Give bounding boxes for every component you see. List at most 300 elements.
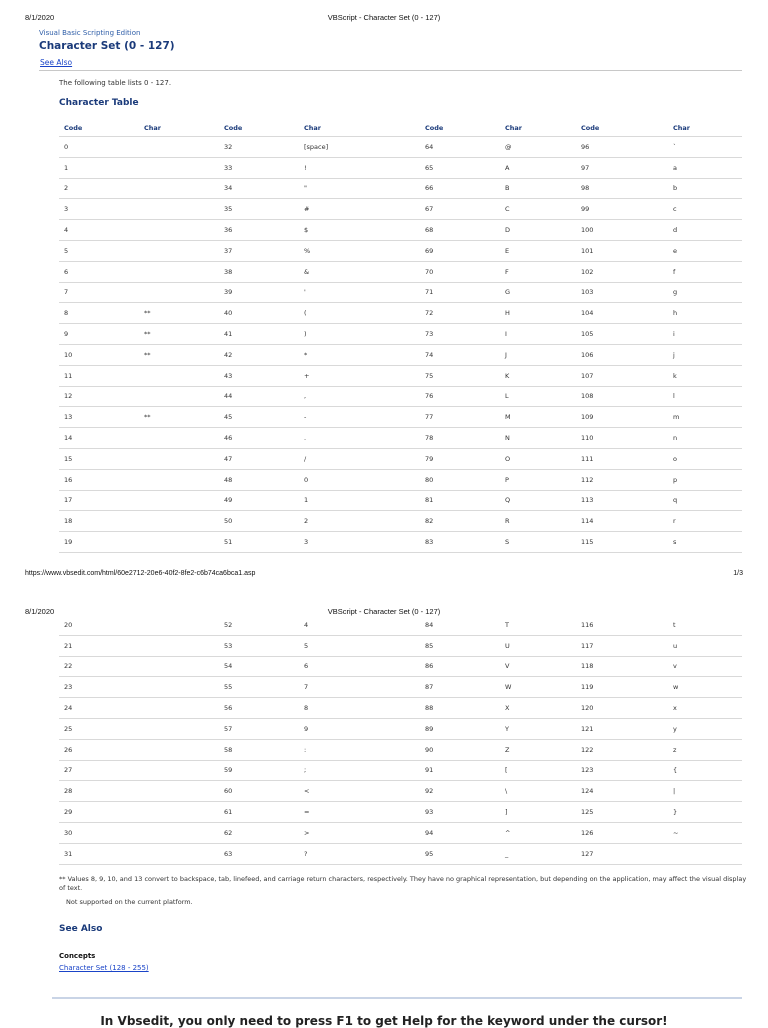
- char-cell: [139, 365, 219, 386]
- char-cell: ": [299, 178, 420, 199]
- table-heading: Character Table: [59, 98, 139, 108]
- table-row: [59, 137, 742, 158]
- char-cell: J: [500, 344, 576, 365]
- code-cell: 33: [219, 157, 299, 178]
- char-cell: %: [299, 240, 420, 261]
- char-cell: s: [668, 532, 742, 553]
- table-row: [59, 240, 742, 261]
- table-row: [59, 656, 742, 677]
- code-cell: 78: [420, 428, 500, 449]
- code-cell: 16: [59, 469, 139, 490]
- code-cell: 103: [576, 282, 668, 303]
- code-cell: 53: [219, 635, 299, 656]
- code-cell: 51: [219, 532, 299, 553]
- table-row: [59, 469, 742, 490]
- char-cell: P: [500, 469, 576, 490]
- char-cell: (: [299, 303, 420, 324]
- char-cell: b: [668, 178, 742, 199]
- code-cell: 113: [576, 490, 668, 511]
- code-cell: 30: [59, 822, 139, 843]
- char-cell: E: [500, 240, 576, 261]
- code-cell: 65: [420, 157, 500, 178]
- code-cell: 36: [219, 220, 299, 241]
- char-cell: y: [668, 718, 742, 739]
- char-cell: [139, 822, 219, 843]
- char-cell: f: [668, 261, 742, 282]
- char-cell: 4: [299, 615, 420, 635]
- code-cell: 26: [59, 739, 139, 760]
- char-cell: H: [500, 303, 576, 324]
- code-cell: 23: [59, 677, 139, 698]
- char-cell: M: [500, 407, 576, 428]
- code-cell: 95: [420, 843, 500, 864]
- char-cell: z: [668, 739, 742, 760]
- code-cell: 46: [219, 428, 299, 449]
- char-cell: Z: [500, 739, 576, 760]
- char-cell: i: [668, 324, 742, 345]
- char-cell: 0: [299, 469, 420, 490]
- code-cell: 105: [576, 324, 668, 345]
- char-cell: `: [668, 137, 742, 158]
- column-header-code: Code: [219, 120, 299, 137]
- table-row: [59, 199, 742, 220]
- code-cell: 121: [576, 718, 668, 739]
- table-header-row: [59, 120, 742, 137]
- table-row: [59, 677, 742, 698]
- char-cell: o: [668, 448, 742, 469]
- code-cell: 63: [219, 843, 299, 864]
- char-cell: [139, 490, 219, 511]
- code-cell: 40: [219, 303, 299, 324]
- code-cell: 13: [59, 407, 139, 428]
- char-cell: ~: [668, 822, 742, 843]
- char-cell: [139, 739, 219, 760]
- char-cell: W: [500, 677, 576, 698]
- column-header-char: Char: [299, 120, 420, 137]
- code-cell: 3: [59, 199, 139, 220]
- code-cell: 54: [219, 656, 299, 677]
- char-cell: j: [668, 344, 742, 365]
- char-cell: *: [299, 344, 420, 365]
- char-cell: |: [668, 781, 742, 802]
- table-row: [59, 532, 742, 553]
- char-cell: A: [500, 157, 576, 178]
- char-cell: >: [299, 822, 420, 843]
- code-cell: 0: [59, 137, 139, 158]
- char-cell: B: [500, 178, 576, 199]
- char-cell: w: [668, 677, 742, 698]
- code-cell: 20: [59, 615, 139, 635]
- table-row: [59, 822, 742, 843]
- char-cell: ;: [299, 760, 420, 781]
- char-cell: !: [299, 157, 420, 178]
- code-cell: 114: [576, 511, 668, 532]
- code-cell: 73: [420, 324, 500, 345]
- char-cell: S: [500, 532, 576, 553]
- code-cell: 19: [59, 532, 139, 553]
- code-cell: 111: [576, 448, 668, 469]
- code-cell: 6: [59, 261, 139, 282]
- code-cell: 38: [219, 261, 299, 282]
- table-row: [59, 843, 742, 864]
- char-cell: [668, 843, 742, 864]
- char-cell: [139, 677, 219, 698]
- char-cell: V: [500, 656, 576, 677]
- char-cell: r: [668, 511, 742, 532]
- code-cell: 18: [59, 511, 139, 532]
- char-cell: [139, 843, 219, 864]
- code-cell: 81: [420, 490, 500, 511]
- char-cell: [139, 532, 219, 553]
- char-cell: h: [668, 303, 742, 324]
- code-cell: 93: [420, 802, 500, 823]
- table-row: [59, 760, 742, 781]
- code-cell: 85: [420, 635, 500, 656]
- code-cell: 43: [219, 365, 299, 386]
- code-cell: 58: [219, 739, 299, 760]
- table-row: [59, 344, 742, 365]
- code-cell: 83: [420, 532, 500, 553]
- char-cell: e: [668, 240, 742, 261]
- code-cell: 69: [420, 240, 500, 261]
- char-cell: x: [668, 698, 742, 719]
- code-cell: 47: [219, 448, 299, 469]
- platform-note: Not supported on the current platform.: [66, 898, 193, 906]
- code-cell: 49: [219, 490, 299, 511]
- table-row: [59, 365, 742, 386]
- code-cell: 87: [420, 677, 500, 698]
- code-cell: 117: [576, 635, 668, 656]
- code-cell: 56: [219, 698, 299, 719]
- code-cell: 7: [59, 282, 139, 303]
- code-cell: 55: [219, 677, 299, 698]
- table-row: [59, 448, 742, 469]
- char-cell: <: [299, 781, 420, 802]
- code-cell: 52: [219, 615, 299, 635]
- char-cell: [139, 615, 219, 635]
- divider: [52, 997, 742, 999]
- code-cell: 80: [420, 469, 500, 490]
- code-cell: 44: [219, 386, 299, 407]
- code-cell: 11: [59, 365, 139, 386]
- char-cell: G: [500, 282, 576, 303]
- footer-page-number: 1/3: [733, 570, 743, 577]
- table-row: [59, 157, 742, 178]
- code-cell: 24: [59, 698, 139, 719]
- char-cell: u: [668, 635, 742, 656]
- char-cell: **: [139, 407, 219, 428]
- char-cell: \: [500, 781, 576, 802]
- code-cell: 75: [420, 365, 500, 386]
- code-cell: 90: [420, 739, 500, 760]
- column-header-char: Char: [500, 120, 576, 137]
- table-row: [59, 490, 742, 511]
- code-cell: 76: [420, 386, 500, 407]
- code-cell: 4: [59, 220, 139, 241]
- table-row: [59, 635, 742, 656]
- char-cell: D: [500, 220, 576, 241]
- char-cell: Y: [500, 718, 576, 739]
- char-cell: O: [500, 448, 576, 469]
- code-cell: 1: [59, 157, 139, 178]
- code-cell: 48: [219, 469, 299, 490]
- code-cell: 94: [420, 822, 500, 843]
- column-header-code: Code: [59, 120, 139, 137]
- code-cell: 22: [59, 656, 139, 677]
- intro-text: The following table lists 0 - 127.: [59, 79, 172, 87]
- footnote: ** Values 8, 9, 10, and 13 convert to backspace, tab, linefeed, and carriage return characters, respectively. They have no graphical representation, but depending on the application, may affect the visual display of text.: [59, 875, 747, 892]
- code-cell: 41: [219, 324, 299, 345]
- code-cell: 66: [420, 178, 500, 199]
- char-cell: T: [500, 615, 576, 635]
- char-cell: [139, 802, 219, 823]
- code-cell: 98: [576, 178, 668, 199]
- code-cell: 8: [59, 303, 139, 324]
- char-cell: {: [668, 760, 742, 781]
- char-cell: C: [500, 199, 576, 220]
- character-table: [59, 120, 742, 553]
- char-cell: }: [668, 802, 742, 823]
- char-cell: F: [500, 261, 576, 282]
- char-cell: a: [668, 157, 742, 178]
- code-cell: 108: [576, 386, 668, 407]
- char-cell: [139, 698, 219, 719]
- char-cell: m: [668, 407, 742, 428]
- char-cell: [139, 448, 219, 469]
- column-header-char: Char: [139, 120, 219, 137]
- code-cell: 42: [219, 344, 299, 365]
- code-cell: 123: [576, 760, 668, 781]
- header-title: VBScript - Character Set (0 - 127): [327, 13, 441, 22]
- code-cell: 35: [219, 199, 299, 220]
- code-cell: 39: [219, 282, 299, 303]
- char-cell: 8: [299, 698, 420, 719]
- code-cell: 89: [420, 718, 500, 739]
- char-cell: d: [668, 220, 742, 241]
- code-cell: 10: [59, 344, 139, 365]
- char-cell: N: [500, 428, 576, 449]
- code-cell: 97: [576, 157, 668, 178]
- char-cell: ): [299, 324, 420, 345]
- code-cell: 82: [420, 511, 500, 532]
- char-cell: [139, 781, 219, 802]
- header-date: 8/1/2020: [25, 607, 55, 616]
- code-cell: 12: [59, 386, 139, 407]
- column-header-code: Code: [420, 120, 500, 137]
- char-cell: :: [299, 739, 420, 760]
- char-cell: l: [668, 386, 742, 407]
- code-cell: 61: [219, 802, 299, 823]
- char-cell: [139, 157, 219, 178]
- char-cell: [139, 428, 219, 449]
- table-row: [59, 282, 742, 303]
- char-cell: [139, 760, 219, 781]
- code-cell: 96: [576, 137, 668, 158]
- code-cell: 119: [576, 677, 668, 698]
- code-cell: 77: [420, 407, 500, 428]
- code-cell: 127: [576, 843, 668, 864]
- code-cell: 45: [219, 407, 299, 428]
- char-cell: I: [500, 324, 576, 345]
- code-cell: 86: [420, 656, 500, 677]
- character-table-continued: [59, 615, 742, 865]
- code-cell: 104: [576, 303, 668, 324]
- char-cell: 1: [299, 490, 420, 511]
- code-cell: 15: [59, 448, 139, 469]
- char-cell: [139, 282, 219, 303]
- code-cell: 64: [420, 137, 500, 158]
- concepts-label: Concepts: [59, 952, 96, 960]
- char-cell: ': [299, 282, 420, 303]
- concept-link-character-set-128-255[interactable]: Character Set (128 - 255): [59, 964, 149, 972]
- code-cell: 125: [576, 802, 668, 823]
- char-cell: &: [299, 261, 420, 282]
- char-cell: **: [139, 324, 219, 345]
- see-also-link[interactable]: See Also: [40, 58, 73, 67]
- code-cell: 57: [219, 718, 299, 739]
- code-cell: 27: [59, 760, 139, 781]
- char-cell: [space]: [299, 137, 420, 158]
- char-cell: 5: [299, 635, 420, 656]
- column-header-char: Char: [668, 120, 742, 137]
- char-cell: Q: [500, 490, 576, 511]
- header-date: 8/1/2020: [25, 13, 55, 22]
- code-cell: 14: [59, 428, 139, 449]
- code-cell: 2: [59, 178, 139, 199]
- char-cell: .: [299, 428, 420, 449]
- char-cell: 3: [299, 532, 420, 553]
- code-cell: 50: [219, 511, 299, 532]
- footer-url: https://www.vbsedit.com/html/60e2712-20e6-40f2-8fe2-c6b74ca6bca1.asp: [25, 570, 256, 577]
- char-cell: U: [500, 635, 576, 656]
- code-cell: 17: [59, 490, 139, 511]
- char-cell: g: [668, 282, 742, 303]
- char-cell: ,: [299, 386, 420, 407]
- char-cell: ?: [299, 843, 420, 864]
- char-cell: q: [668, 490, 742, 511]
- code-cell: 74: [420, 344, 500, 365]
- char-cell: $: [299, 220, 420, 241]
- char-cell: [139, 261, 219, 282]
- code-cell: 59: [219, 760, 299, 781]
- char-cell: [139, 220, 219, 241]
- code-cell: 101: [576, 240, 668, 261]
- code-cell: 84: [420, 615, 500, 635]
- code-cell: 106: [576, 344, 668, 365]
- table-row: [59, 698, 742, 719]
- char-cell: [139, 199, 219, 220]
- table-row: [59, 615, 742, 635]
- char-cell: [139, 718, 219, 739]
- page-footer: [25, 570, 743, 577]
- column-header-code: Code: [576, 120, 668, 137]
- char-cell: v: [668, 656, 742, 677]
- char-cell: [: [500, 760, 576, 781]
- code-cell: 29: [59, 802, 139, 823]
- char-cell: 9: [299, 718, 420, 739]
- code-cell: 91: [420, 760, 500, 781]
- char-cell: L: [500, 386, 576, 407]
- char-cell: ^: [500, 822, 576, 843]
- char-cell: [139, 635, 219, 656]
- code-cell: 116: [576, 615, 668, 635]
- char-cell: -: [299, 407, 420, 428]
- code-cell: 5: [59, 240, 139, 261]
- code-cell: 32: [219, 137, 299, 158]
- code-cell: 79: [420, 448, 500, 469]
- page-title: Character Set (0 - 127): [39, 40, 175, 52]
- char-cell: R: [500, 511, 576, 532]
- char-cell: **: [139, 344, 219, 365]
- char-cell: /: [299, 448, 420, 469]
- char-cell: [139, 137, 219, 158]
- code-cell: 60: [219, 781, 299, 802]
- char-cell: [139, 469, 219, 490]
- char-cell: [139, 240, 219, 261]
- char-cell: 6: [299, 656, 420, 677]
- table-row: [59, 718, 742, 739]
- table-row: [59, 220, 742, 241]
- code-cell: 72: [420, 303, 500, 324]
- code-cell: 21: [59, 635, 139, 656]
- char-cell: K: [500, 365, 576, 386]
- char-cell: _: [500, 843, 576, 864]
- table-row: [59, 428, 742, 449]
- char-cell: p: [668, 469, 742, 490]
- code-cell: 71: [420, 282, 500, 303]
- promo-banner: In Vbsedit, you only need to press F1 to get Help for the keyword under the cursor!: [100, 1014, 668, 1028]
- code-cell: 110: [576, 428, 668, 449]
- code-cell: 34: [219, 178, 299, 199]
- char-cell: #: [299, 199, 420, 220]
- table-row: [59, 511, 742, 532]
- char-cell: [139, 178, 219, 199]
- code-cell: 107: [576, 365, 668, 386]
- code-cell: 109: [576, 407, 668, 428]
- code-cell: 28: [59, 781, 139, 802]
- code-cell: 126: [576, 822, 668, 843]
- code-cell: 115: [576, 532, 668, 553]
- code-cell: 122: [576, 739, 668, 760]
- header-title: VBScript - Character Set (0 - 127): [327, 607, 441, 616]
- char-cell: @: [500, 137, 576, 158]
- code-cell: 102: [576, 261, 668, 282]
- char-cell: X: [500, 698, 576, 719]
- table-row: [59, 178, 742, 199]
- code-cell: 67: [420, 199, 500, 220]
- code-cell: 31: [59, 843, 139, 864]
- see-also-heading: See Also: [59, 924, 103, 934]
- code-cell: 68: [420, 220, 500, 241]
- code-cell: 88: [420, 698, 500, 719]
- code-cell: 118: [576, 656, 668, 677]
- code-cell: 9: [59, 324, 139, 345]
- char-cell: +: [299, 365, 420, 386]
- edition-label: Visual Basic Scripting Edition: [39, 29, 141, 37]
- code-cell: 124: [576, 781, 668, 802]
- char-cell: =: [299, 802, 420, 823]
- char-cell: [139, 656, 219, 677]
- code-cell: 99: [576, 199, 668, 220]
- char-cell: **: [139, 303, 219, 324]
- table-row: [59, 739, 742, 760]
- table-row: [59, 261, 742, 282]
- char-cell: 7: [299, 677, 420, 698]
- code-cell: 92: [420, 781, 500, 802]
- code-cell: 112: [576, 469, 668, 490]
- char-cell: 2: [299, 511, 420, 532]
- divider: [39, 70, 742, 71]
